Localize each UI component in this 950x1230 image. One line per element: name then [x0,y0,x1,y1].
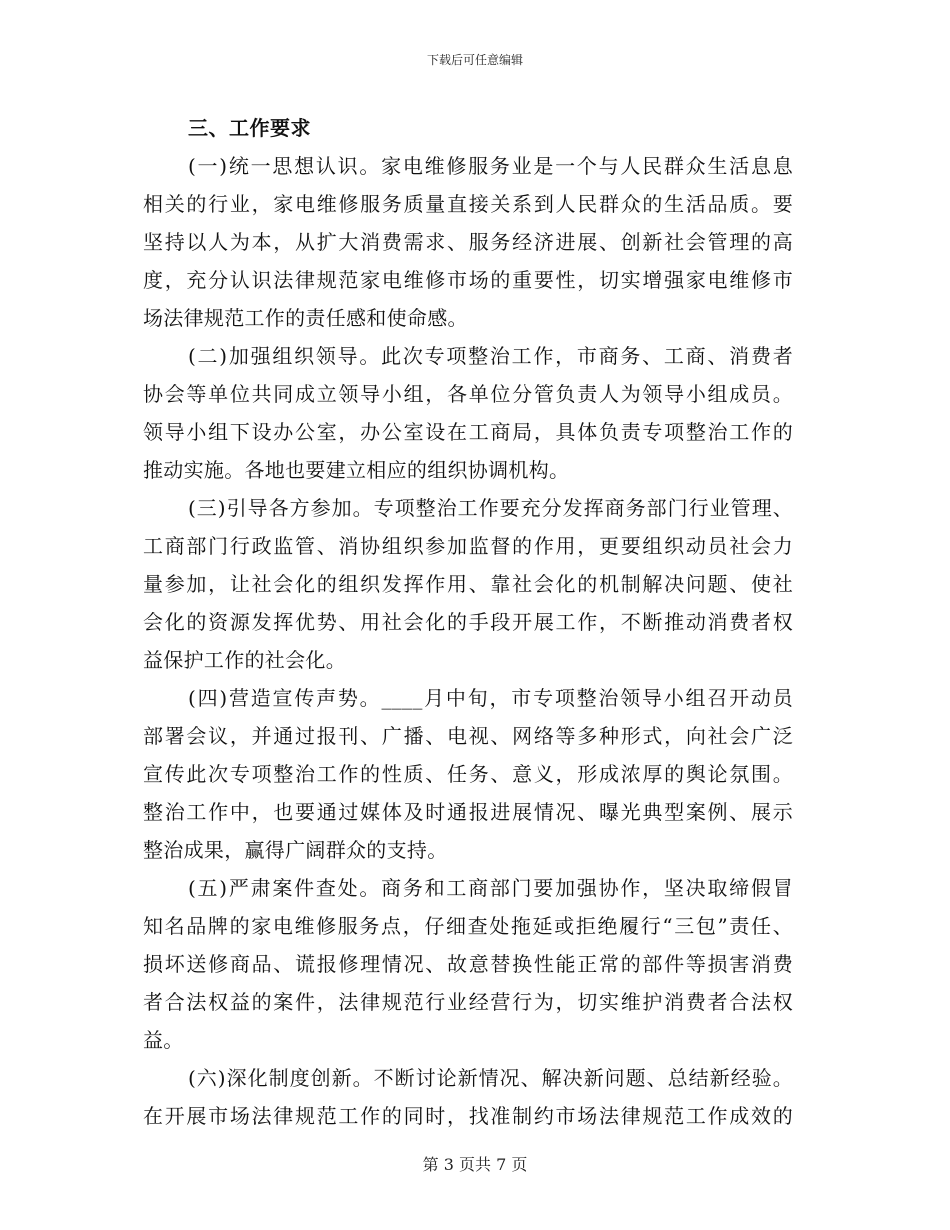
text-line: (三)引导各方参加。专项整治工作要充分发挥商务部门行业管理、 [188,496,793,520]
text-line: 者合法权益的案件，法律规范行业经营行为，切实维护消费者合法权 [143,990,793,1014]
text-line: 坚持以人为本，从扩大消费需求、服务经济进展、创新社会管理的高 [143,230,793,254]
text-line: 知名品牌的家电维修服务点，仔细查处拖延或拒绝履行“三包”责任、 [143,914,793,938]
text-line: 量参加，让社会化的组织发挥作用、靠社会化的机制解决问题、使社 [143,572,793,596]
text-line: 损坏送修商品、谎报修理情况、故意替换性能正常的部件等损害消费 [143,952,793,976]
paragraph-6 [143,1059,793,1135]
text-line: (五)严肃案件查处。商务和工商部门要加强协作，坚决取缔假冒 [188,876,793,900]
text-line: (六)深化制度创新。不断讨论新情况、解决新问题、总结新经验。 [188,1066,793,1090]
document-body [143,109,793,1135]
paragraph-3 [143,489,793,679]
paragraph-4 [143,679,793,869]
text-line: 场法律规范工作的责任感和使命感。 [143,306,468,330]
paragraph-2 [143,337,793,489]
text-line: 部署会议，并通过报刊、广播、电视、网络等多种形式，向社会广泛 [143,724,793,748]
text-line: (一)统一思想认识。家电维修服务业是一个与人民群众生活息息 [188,154,793,178]
text-line: 会化的资源发挥优势、用社会化的手段开展工作，不断推动消费者权 [143,610,793,634]
section-heading: 三、工作要求 [188,116,311,140]
text-line: 宣传此次专项整治工作的性质、任务、意义，形成浓厚的舆论氛围。 [143,762,793,786]
page-footer: 第 3 页共 7 页 [422,1155,528,1174]
text-line: 相关的行业，家电维修服务质量直接关系到人民群众的生活品质。要 [143,192,793,216]
text-line: 整治成果，赢得广阔群众的支持。 [143,838,448,862]
paragraph-1 [143,147,793,337]
text-line: (二)加强组织领导。此次专项整治工作，市商务、工商、消费者 [188,344,793,368]
page-header: 下载后可任意编辑 [426,53,523,67]
text-line: 益保护工作的社会化。 [143,648,346,672]
text-line: 领导小组下设办公室，办公室设在工商局，具体负责专项整治工作的 [143,420,793,444]
text-line: 协会等单位共同成立领导小组，各单位分管负责人为领导小组成员。 [143,382,793,406]
text-line: 推动实施。各地也要建立相应的组织协调机构。 [143,458,570,482]
text-line: 整治工作中，也要通过媒体及时通报进展情况、曝光典型案例、展示 [143,800,793,824]
text-line: 工商部门行政监管、消协组织参加监督的作用，更要组织动员社会力 [143,534,793,558]
text-line: (四)营造宣传声势。____月中旬，市专项整治领导小组召开动员 [188,686,793,710]
text-line: 在开展市场法律规范工作的同时，找准制约市场法律规范工作成效的 [143,1104,793,1128]
paragraph-5 [143,869,793,1059]
text-line: 度，充分认识法律规范家电维修市场的重要性，切实增强家电维修市 [143,268,793,292]
text-line: 益。 [143,1028,184,1052]
